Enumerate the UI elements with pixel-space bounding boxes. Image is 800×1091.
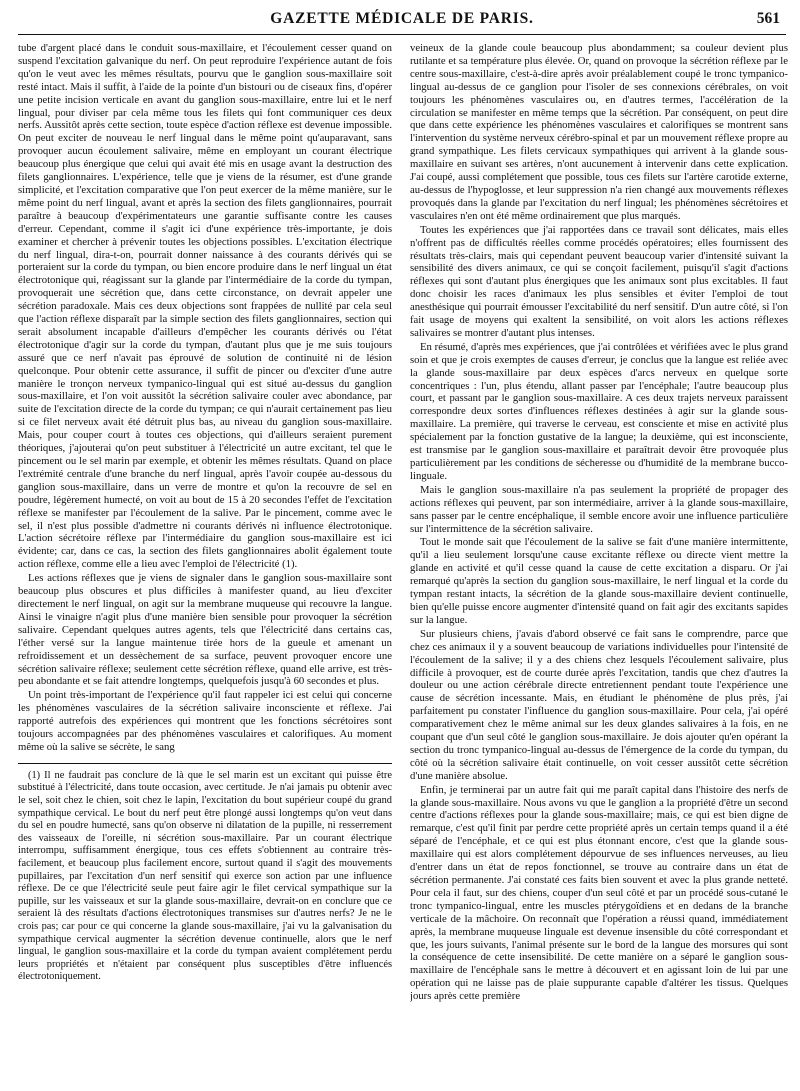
footnotes	[18, 770, 392, 984]
page-header	[18, 8, 786, 35]
paragraph: Sur plusieurs chiens, j'avais d'abord observé ce fait sans le comprendre, parce que chez ces animaux il y a souvent beaucoup de variations individuelles pour l'intensité de l'écoulement de la salive; il y a des chiens chez lesquels l'écoulement salivaire, plus difficile à provoquer, est de courte durée après l'excitation, tandis que chez d'autres la douleur ou une action cérébrale directe entretiennent pendant toute l'expérience une cause de sécrétion incessante. Mais, en étudiant le phénomène de plus près, j'ai parfaitement pu constater l'influence du ganglion sous-maxillaire. Pour cela, j'ai opéré comparativement chez le même animal sur les deux glandes salivaires à la fois, en ne coupant que d'un seul côté le ganglion sous-maxillaire. Je dois ajouter qu'en opérant la section du tronc tympanico-lingual au-dessus de l'émergence de la corde du tympan, du côté où la sécrétion salivaire était continuelle, on voit cesser aussitôt cette sécrétion d'une manière absolue.	[410, 627, 788, 782]
paragraph: Enfin, je terminerai par un autre fait qui me paraît capital dans l'histoire des nerfs de la glande sous-maxillaire. Nous avons vu que le ganglion a la propriété d'être un second centre d'actions réflexes pour la glande sous-maxillaire; mais, ce qui est bien digne de remarque, c'est qu'il finit par perdre cette propriété après un certain temps quand il a été séparé de l'encéphale, et ce qui est plus étonnant encore, c'est que la glande sous-maxillaire qui est alors complétement dépourvue de ses influences nerveuses, au lieu d'entrer dans un état de repos fonctionnel, se trouve au contraire dans un état de sécrétion permanente. J'ai constaté ces faits bien souvent et avec la plus grande netteté. Pour cela il faut, sur des chiens, couper d'un seul côté et par un procédé sous-cutané le tronc tympanico-lingual, entre les muscles ptérygoïdiens et en dedans de la branche verticale de la mâchoire. On reconnaît que l'opération a réussi quand, immédiatement après, la membrane muqueuse linguale est devenue insensible du côté correspondant et que, les jours suivants, l'animal présente sur le bord de la langue des morsures qui sont la conséquence de cette insensibilité. De cette manière on a séparé le ganglion sous-maxillaire de l'encéphale sans le mettre à découvert et en agissant loin de lui par une opération qui ne laisse pas de plaie suppurante capable d'altérer les tissus. Quelques jours après cette première	[410, 783, 788, 1003]
footnote-divider	[18, 763, 392, 764]
paragraph: Les actions réflexes que je viens de signaler dans le ganglion sous-maxillaire sont beaucoup plus obscures et plus difficiles à manifester quand, au lieu d'exciter directement le nerf lingual, on agit sur la membrane muqueuse qui recouvre la langue. Ainsi le vinaigre n'agit plus d'une manière bien sensible pour provoquer la sécrétion salivaire. Cependant quelques autres agents, tels que l'électricité dans certains cas, l'éther versé sur la langue maintenue tirée hors de la gueule et amenant un refroidissement et un dessèchement de sa surface, peuvent provoquer encore une sécrétion salivaire réflexe; seulement cette sécrétion réflexe, quand elle arrive, est très-peu abondante et se fait attendre longtemps, quelquefois jusqu'à 60 secondes et plus.	[18, 572, 392, 688]
paragraph: tube d'argent placé dans le conduit sous-maxillaire, et l'écoulement cesser quand on suspend l'excitation galvanique du nerf. On peut reproduire l'expérience autant de fois qu'on le veut avec les mêmes résultats, pourvu que le ganglion sous-maxillaire soit resté intact. Mais il suffit, à l'aide de la pointe d'un bistouri ou de ciseaux fins, d'opérer une petite incision verticale en avant du ganglion sous-maxillaire, entre lui et le nerf lingual, pour diviser par cela même tous les filets qui font communiquer ces deux nerfs. Aussitôt après cette section, toute espèce d'action réflexe est devenue impossible. On peut exciter de nouveau le nerf lingual dans le même point qu'auparavant, sans provoquer aucun écoulement salivaire, même en employant un courant électrique beaucoup plus énergique que celui qui avait été mis en usage avant la destruction des filets ganglionnaires. L'expérience, telle que je viens de la résumer, est d'une grande simplicité, et l'excitation comparative que l'on peut exercer de la même manière, sur le même point du nerf lingual, avant et après la section des filets ganglionnaires, pourrait paraître à beaucoup d'expérimentateurs une garantie suffisante contre les causes d'erreur. Cependant, comme il s'agit ici d'une expérience très-importante, je dois examiner et chercher à prévenir toutes les objections possibles. L'excitation électrique du nerf lingual, dira-t-on, pourrait donner naissance à des courants dérivés qui se porteraient sur la corde du tympan, ou bien encore produire dans le nerf lingual un état électrotonique qui, réagissant sur la glande par l'intermédiaire de la corde du tympan, provoquerait une sécrétion que, dans cette circonstance, on devrait appeler une sécrétion paradoxale. Mais ces deux objections sont frappées de nullité par cela seul que l'action réflexe disparaît par la simple section des filets ganglionnaires, section qui serait absolument incapable d'ailleurs d'empêcher les courants dérivés ou l'état électrotonique d'agir sur la corde du tympan, d'autant plus que je me suis toujours assuré que ce nerf n'avait pas éprouvé de solution de continuité ni de lésion quelconque. Pour obtenir cette assurance, il suffit de pincer ou d'exciter d'une autre manière le tronçon nerveux tympanico-lingual qui est situé au-dessus du ganglion sous-maxillaire, et l'on voit aussitôt la sécrétion salivaire couler avec abondance, par suite de l'excitation directe de la corde du tympan; ce qui n'aurait certainement pas lieu si ce filet nerveux avait été détruit plus bas, au niveau du ganglion sous-maxillaire. Mais, pour couper court à toutes ces objections, qui d'ailleurs seraient purement théoriques, j'ajouterai qu'on peut substituer à l'électricité un autre excitant, tel que le pincement ou le sel marin par exemple, et obtenir les mêmes résultats. Quand on place l'extrémité centrale d'une branche du nerf lingual, après l'avoir coupée au-dessous du ganglion sous-maxillaire, dans un verre de montre et qu'on la recouvre de sel en poudre, légèrement humecté, on voit au bout de 15 à 20 secondes l'effet de l'excitation réflexe se manifester par l'écoulement de la salive. Par le pincement, comme avec le sel, il n'est plus possible d'admettre ni courants dérivés ni influence électrotonique. L'action sécrétoire réflexe par l'intermédiaire du ganglion sous-maxillaire est ici évidente; car, dans ce cas, la section des filets ganglionnaires abolit également toute action réflexe, comme elle a lieu avec l'emploi de l'électricité (1).	[18, 42, 392, 571]
footnote: (1) Il ne faudrait pas conclure de là que le sel marin est un excitant qui puisse être substitué à l'électricité, dans toute occasion, avec certitude. Je n'ai jamais pu obtenir avec le sel, soit chez le chien, soit chez le lapin, l'excitation du bout supérieur coupé du grand sympathique cervical. Le bout du nerf peut être plongé aussi longtemps qu'on veut dans du sel en poudre humecté, sans qu'on observe ni dilatation de la pupille, ni resserrement des vaisseaux de l'oreille, ni sécrétion sous-maxillaire. Par un courant électrique interrompu, suffisamment énergique, tous ces effets s'obtiennent au contraire très-facilement, et beaucoup plus facilement encore, surtout quand il s'agit des mouvements pupillaires, par l'excitation d'un nerf sensitif qui exerce son action par une influence réflexe. De ce que l'électricité seule peut faire agir le filet cervical sympathique sur la pupille, sur les vaisseaux et sur la glande sous-maxillaire, devrait-on en conclure que ce seraient là des résultats d'actions électrotoniques transmises sur d'autres nerfs? Je ne le crois pas; car pour ce qui concerne la glande sous-maxillaire, j'ai vu la galvanisation du sympathique cervical augmenter la sécrétion devenue continuelle, alors que le nerf lingual, le ganglion sous-maxillaire et la corde du tympan avaient complétement perdu leurs propriétés et n'étaient par conséquent plus susceptibles d'être influencés électrotoniquement.	[18, 769, 392, 983]
left-column	[18, 42, 392, 1084]
page-number: 561	[756, 10, 780, 27]
paragraph: Un point très-important de l'expérience qu'il faut rappeler ici est celui qui concerne les phénomènes vasculaires de la sécrétion salivaire inconsciente et réflexe. J'ai rapporté autrefois des expériences qui montrent que les fonctions sécrétoires sont toujours accompagnées par des phénomènes vasculaires et calorifiques. Au moment même où la salive se sécrète, le sang	[18, 689, 392, 753]
journal-title: GAZETTE MÉDICALE DE PARIS.	[270, 10, 534, 27]
paragraph: Mais le ganglion sous-maxillaire n'a pas seulement la propriété de propager des actions réflexes qui peuvent, par son intermédiaire, arriver à la glande sous-maxillaire, sans passer par le centre encéphalique, il semble encore avoir une influence particulière sur l'intermittence de la sécrétion salivaire.	[410, 483, 788, 535]
paragraph: veineux de la glande coule beaucoup plus abondamment; sa couleur devient plus rutilante et sa température plus élevée. Or, quand on provoque la sécrétion réflexe par le centre sous-maxillaire, c'est-à-dire après avoir préalablement coupé le tronc tympanico-lingual au-dessus de ce ganglion pour l'isoler de ses connexions cérébrales, on voit toujours les phénomènes vasculaires ou, en d'autres termes, l'accélération de la circulation se manifester en même temps que la sécrétion. Par conséquent, on peut dire que dans cette expérience les phénomènes vasculaires et calorifiques se montrent sans l'intervention du système nerveux cérébro-spinal et par un mouvement réflexe propre au grand sympathique. Les filets cervicaux sympathiques qui arrivent à la glande sous-maxillaire en suivant ses artères, n'ont aucunement à intervenir dans cette explication. J'ai coupé, aussi complétement que possible, tous ces filets sur l'artère carotide externe, au-dessus de l'hypoglosse, et leur suppression n'a rien changé aux mouvements réflexes provoqués dans la glande par l'excitation du nerf lingual; les phénomènes sécrétoires et vasculaires n'en ont été même ordinairement que plus marqués.	[410, 42, 788, 222]
paragraph: En résumé, d'après mes expériences, que j'ai contrôlées et vérifiées avec le plus grand soin et que je crois exemptes de causes d'erreur, je conclus que la langue est reliée avec la glande sous-maxillaire par deux espèces d'arcs nerveux en quelque sorte concentriques : l'un, plus étendu, allant passer par l'encéphale; l'autre beaucoup plus court, et passant par le ganglion sous-maxillaire. A ces deux trajets nerveux paraissent correspondre deux sortes d'influences réflexes destinées à agir sur la glande sous-maxillaire. La première, qui traverse le cerveau, est consciente et mise en activité plus spécialement par la fonction gustative de la langue; la deuxième, qui est inconsciente, est transmise par le ganglion sous-maxillaire et paraîtrait devoir être provoquée plus particulièrement par les conditions de sécheresse ou d'humidité de la membrane bucco-linguale.	[410, 340, 788, 482]
right-column	[410, 42, 788, 1084]
paragraph: Tout le monde sait que l'écoulement de la salive se fait d'une manière intermittente, qu'il a lieu seulement lorsqu'une cause excitante réflexe ou directe vient mettre la glande en activité et qu'il cesse quand la cause de cette excitation a disparu. Or j'ai remarqué qu'après la section du ganglion sous-maxillaire, le nerf lingual et la corde du tympan restant intacts, la sécrétion de la glande sous-maxillaire devient continuelle, bien qu'elle puisse encore augmenter d'intensité quand on fait agir des excitants sapides sur la langue.	[410, 536, 788, 626]
paragraph: Toutes les expériences que j'ai rapportées dans ce travail sont délicates, mais elles n'offrent pas de difficultés réelles comme procédés opératoires; elles fournissent des résultats très-clairs, mais qui cependant peuvent beaucoup varier d'intensité suivant la sensibilité des divers animaux, ce qui se conçoit facilement, puisqu'il s'agit d'actions réflexes qui sont d'autant plus énergiques que les animaux sont plus excitables. Il faut donc choisir les races d'animaux les plus sensibles et éviter l'emploi de tout anesthésique qui pourrait émousser l'excitabilité du nerf sensitif. D'un autre côté, si l'on fait usage de moyens qui exaltent la sensibilité, on voit alors les actions réflexes salivaires se montrer d'autant plus intenses.	[410, 223, 788, 339]
